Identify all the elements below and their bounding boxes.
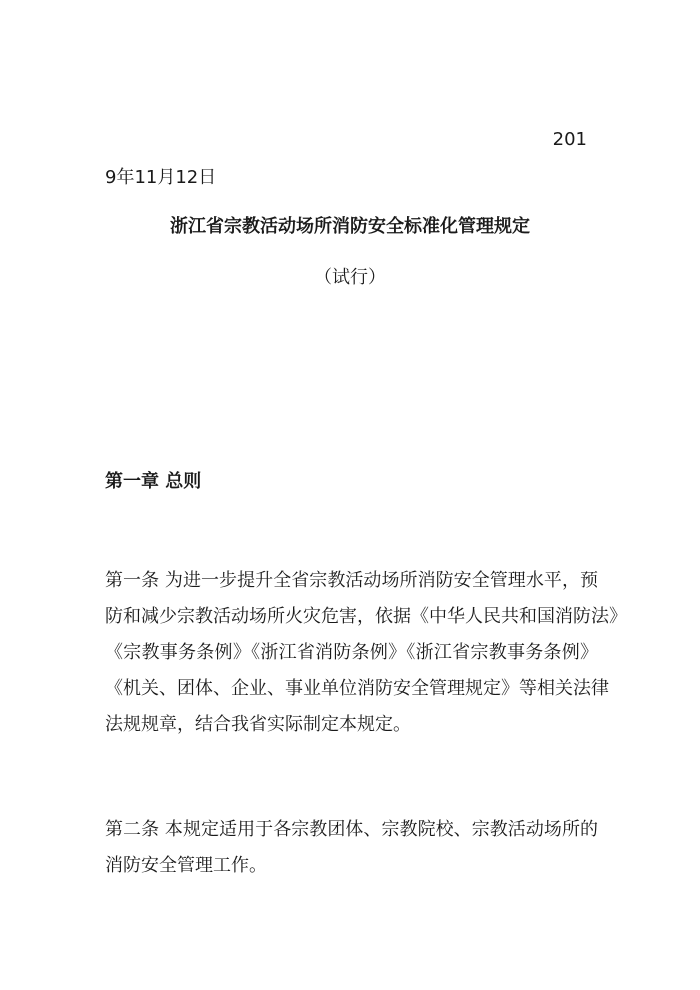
article-2-line: 第二条 本规定适用于各宗教团体、宗教院校、宗教活动场所的 [105, 819, 598, 840]
date-fragment-rest: 9年11月12日 [105, 167, 217, 188]
date-fragment-year: 201 [552, 129, 587, 150]
article-2 [105, 812, 598, 884]
article-1-line: 《宗教事务条例》《浙江省消防条例》《浙江省宗教事务条例》 [105, 642, 598, 663]
chapter-heading: 第一章 总则 [105, 471, 202, 492]
article-1 [105, 563, 627, 743]
article-1-line: 防和减少宗教活动场所火灾危害，依据《中华人民共和国消防法》 [105, 606, 627, 627]
article-1-line: 第一条 为进一步提升全省宗教活动场所消防安全管理水平，预 [105, 570, 598, 591]
document-subtitle: （试行） [314, 267, 386, 288]
article-1-line: 法规规章，结合我省实际制定本规定。 [105, 714, 411, 735]
article-2-line: 消防安全管理工作。 [105, 855, 267, 876]
article-1-line: 《机关、团体、企业、事业单位消防安全管理规定》等相关法律 [105, 678, 609, 699]
document-title: 浙江省宗教活动场所消防安全标准化管理规定 [170, 216, 530, 237]
